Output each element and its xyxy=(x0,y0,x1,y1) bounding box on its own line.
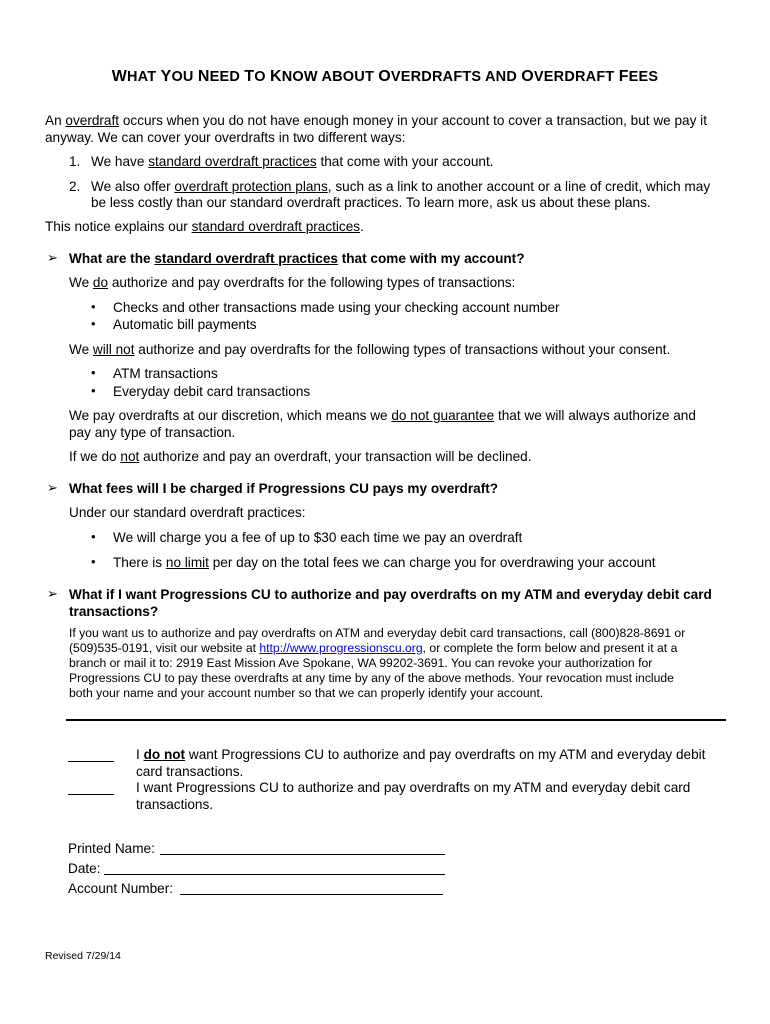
bullet-icon: • xyxy=(91,529,96,544)
q3-para-line-1: If you want us to authorize and pay overdrafts on ATM and everyday debit card transactions, call (800)828-8691 or xyxy=(69,626,686,640)
account-number-label: Account Number: xyxy=(68,881,174,896)
bullet-icon: • xyxy=(91,299,96,314)
notice-text: This notice explains our standard overdraft practices. xyxy=(45,219,364,234)
bullet-icon: • xyxy=(91,316,96,331)
q1-declined: If we do not authorize and pay an overdraft, your transaction will be declined. xyxy=(69,449,532,464)
overdraft-term: overdraft xyxy=(65,113,120,128)
title-smallcaps: VERDRAFT xyxy=(533,69,619,85)
q1-discretion-line-2: pay any type of transaction. xyxy=(69,425,236,440)
bullet-icon: • xyxy=(91,554,96,569)
q1-do-intro: We do authorize and pay overdrafts for the following types of transactions: xyxy=(69,275,516,290)
title-capital: K xyxy=(269,68,282,85)
date-field[interactable] xyxy=(104,874,445,875)
q1-do-item: Checks and other transactions made using your checking account number xyxy=(113,300,560,315)
revised-date: Revised 7/29/14 xyxy=(45,950,121,962)
title-capital: O xyxy=(521,68,534,85)
arrow-bullet-icon: ➢ xyxy=(47,250,58,265)
title-capital: F xyxy=(618,68,629,85)
title-smallcaps: HAT xyxy=(127,69,161,85)
question-2: What fees will I be charged if Progressions CU pays my overdraft? xyxy=(69,481,499,496)
title-smallcaps: EES xyxy=(628,69,659,85)
title-smallcaps: EED xyxy=(209,69,245,85)
q3-para-line-4: Progressions CU to pay these overdrafts at any time by any of the above methods. Your revocation must include xyxy=(69,671,674,685)
bullet-icon: • xyxy=(91,365,96,380)
q1-discretion-line-1: We pay overdrafts at our discretion, which means we do not guarantee that we will always authorize and xyxy=(69,408,696,423)
title-capital: T xyxy=(244,68,255,85)
title-capital: O xyxy=(378,68,391,85)
date-label: Date: xyxy=(68,861,101,876)
website-link[interactable]: http://www.progressionscu.org xyxy=(259,641,423,655)
opt-in-line-1: I want Progressions CU to authorize and pay overdrafts on my ATM and everyday debit card xyxy=(136,780,691,795)
question-3-line-2: transactions? xyxy=(69,604,159,619)
title-smallcaps: O xyxy=(254,69,270,85)
q3-para-line-5: both your name and your account number so that we can properly identify your account. xyxy=(69,686,544,700)
way-1-text: We have standard overdraft practices that come with your account. xyxy=(91,154,494,169)
q1-do-item: Automatic bill payments xyxy=(113,317,257,332)
q1-not-item: ATM transactions xyxy=(113,366,218,381)
way-2-line-2: be less costly than our standard overdraft practices. To learn more, ask us about these plans. xyxy=(91,195,651,210)
opt-in-line-2: transactions. xyxy=(136,797,214,812)
section-divider xyxy=(66,719,726,721)
q1-not-item: Everyday debit card transactions xyxy=(113,384,311,399)
title-capital: Y xyxy=(160,68,172,85)
title-capital: N xyxy=(197,68,210,85)
intro-line-1: An overdraft occurs when you do not have enough money in your account to cover a transaction, but we pay it xyxy=(45,113,707,128)
q1-not-intro: We will not authorize and pay overdrafts for the following types of transactions without your consent. xyxy=(69,342,671,357)
arrow-bullet-icon: ➢ xyxy=(47,480,58,495)
bullet-icon: • xyxy=(91,383,96,398)
arrow-bullet-icon: ➢ xyxy=(47,586,58,601)
printed-name-field[interactable] xyxy=(160,854,445,855)
way-1-number: 1. xyxy=(69,154,81,169)
way-2-text: We also offer overdraft protection plans, such as a link to another account or a line of credit, which may xyxy=(91,179,711,194)
q3-para-line-3: branch or mail it to: 2919 East Mission Ave Spokane, WA 99202-3691. You can revoke your authorization for xyxy=(69,656,653,670)
opt-in-checkbox-line[interactable] xyxy=(68,794,114,795)
opt-out-line-1: I do not want Progressions CU to authorize and pay overdrafts on my ATM and everyday debit xyxy=(136,747,706,762)
title-smallcaps: NOW ABOUT xyxy=(281,69,379,85)
q2-item-2: There is no limit per day on the total fees we can charge you for overdrawing your account xyxy=(113,555,656,570)
q3-para-line-2: (509)535-0191, visit our website at http://www.progressionscu.org, or complete the form below and present it at a xyxy=(69,641,678,655)
question-1: What are the standard overdraft practices that come with my account? xyxy=(69,251,525,266)
way-2-number: 2. xyxy=(69,179,81,194)
page-title xyxy=(0,68,770,86)
title-smallcaps: VERDRAFTS AND xyxy=(390,69,522,85)
opt-out-checkbox-line[interactable] xyxy=(68,761,114,762)
account-number-field[interactable] xyxy=(180,894,443,895)
q2-item-1: We will charge you a fee of up to $30 each time we pay an overdraft xyxy=(113,530,523,545)
intro-line-2: anyway. We can cover your overdrafts in two different ways: xyxy=(45,130,406,145)
title-capital: W xyxy=(111,68,127,85)
title-smallcaps: OU xyxy=(171,69,198,85)
printed-name-label: Printed Name: xyxy=(68,841,155,856)
opt-out-line-2: card transactions. xyxy=(136,764,244,779)
q2-under: Under our standard overdraft practices: xyxy=(69,505,306,520)
question-3-line-1: What if I want Progressions CU to authorize and pay overdrafts on my ATM and everyday debit card xyxy=(69,587,712,602)
